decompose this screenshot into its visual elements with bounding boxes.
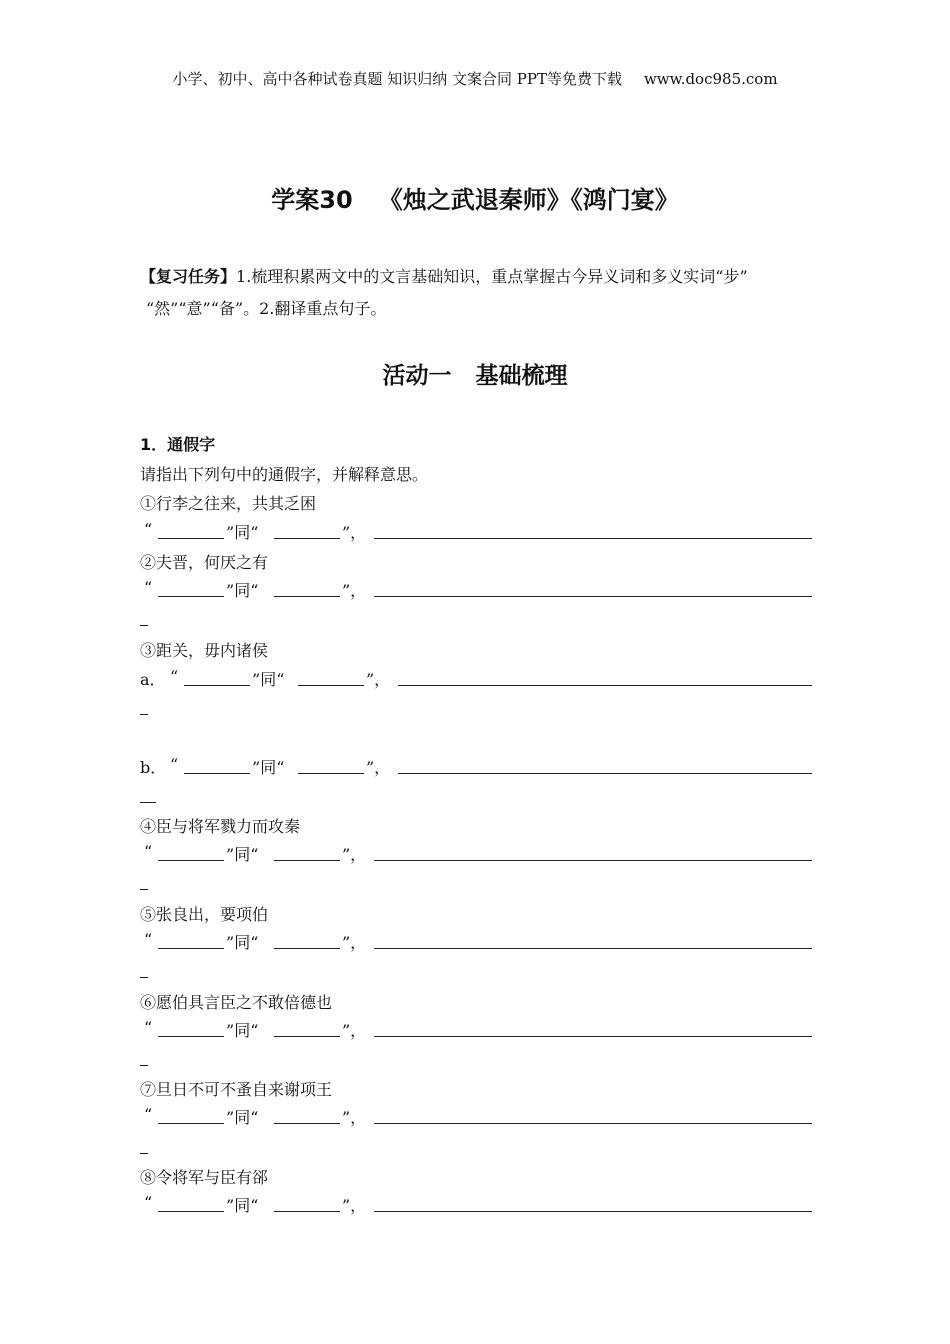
item-sentence-3: ③距关，毋内诸侯 [140,641,269,660]
continuation-line[interactable] [140,801,156,803]
fill-row-1: “ ”同“ ”， [140,520,812,542]
continuation-line[interactable] [140,1064,148,1066]
item-sentence-6: ⑥愿伯具言臣之不敢倍德也 [140,993,333,1012]
equiv-blank[interactable] [274,930,340,949]
page-title [0,180,950,215]
meaning-blank[interactable] [398,667,812,686]
meaning-blank[interactable] [374,1018,812,1037]
item-sentence-7: ⑦旦日不可不蚤自来谢项王 [140,1080,333,1099]
continuation-line[interactable] [140,713,148,715]
fill-row-7: “ ”同“ ”， [140,1105,812,1127]
section-title: 1．通假字 [140,435,216,454]
item-sentence-2: ②夫晋，何厌之有 [140,553,269,572]
meaning-blank[interactable] [398,755,812,774]
fill-row-8: “ ”同“ ”， [140,1193,812,1215]
fill-row-3a: a． “ ”同“ ”， [140,667,812,689]
item-sentence-5: ⑤张良出，要项伯 [140,905,269,924]
fill-row-5: “ ”同“ ”， [140,930,812,952]
title-prefix: 学案30 [271,186,353,214]
review-task-text1: 1.梳理积累两文中的文言基础知识，重点掌握古今异义词和多义实词“步” [236,267,748,286]
continuation-line[interactable] [140,976,148,978]
item-sentence-8: ⑧令将军与臣有郤 [140,1168,269,1187]
meaning-blank[interactable] [374,1105,812,1124]
equiv-blank[interactable] [274,578,340,597]
section-instruction: 请指出下列句中的通假字，并解释意思。 [140,465,429,484]
header-text: 小学、初中、高中各种试卷真题 知识归纳 文案合同 PPT等免费下载 [172,70,622,88]
char-blank[interactable] [158,930,224,949]
equiv-blank[interactable] [298,755,364,774]
continuation-line[interactable] [140,1152,148,1154]
meaning-blank[interactable] [374,842,812,861]
char-blank[interactable] [158,578,224,597]
title-books: 《烛之武退秦师》《鸿门宴》 [378,186,679,214]
meaning-blank[interactable] [374,578,812,597]
char-blank[interactable] [158,520,224,539]
activity-label: 活动一 [382,363,452,389]
header-url[interactable]: www.doc985.com [643,70,778,88]
activity-heading [0,357,950,390]
review-task-label: 【复习任务】 [140,267,237,286]
fill-row-4: “ ”同“ ”， [140,842,812,864]
item-sentence-1: ①行李之往来，共其乏困 [140,494,317,513]
equiv-blank[interactable] [274,520,340,539]
activity-name: 基础梳理 [475,363,568,389]
meaning-blank[interactable] [374,1193,812,1212]
equiv-blank[interactable] [298,667,364,686]
char-blank[interactable] [158,1018,224,1037]
equiv-blank[interactable] [274,1193,340,1212]
equiv-blank[interactable] [274,842,340,861]
continuation-line[interactable] [140,624,148,626]
char-blank[interactable] [158,842,224,861]
char-blank[interactable] [158,1193,224,1212]
fill-row-3b: b． “ ”同“ ”， [140,755,812,777]
page-header [0,68,950,89]
char-blank[interactable] [184,755,250,774]
item-sentence-4: ④臣与将军戮力而攻秦 [140,817,301,836]
fill-row-2: “ ”同“ ”， [140,578,812,600]
char-blank[interactable] [158,1105,224,1124]
char-blank[interactable] [184,667,250,686]
equiv-blank[interactable] [274,1105,340,1124]
fill-row-6: “ ”同“ ”， [140,1018,812,1040]
equiv-blank[interactable] [274,1018,340,1037]
meaning-blank[interactable] [374,930,812,949]
review-task-line2: “然”“意”“备”。2.翻译重点句子。 [146,299,387,318]
continuation-line[interactable] [140,888,148,890]
meaning-blank[interactable] [374,520,812,539]
review-task-line1 [140,264,748,287]
